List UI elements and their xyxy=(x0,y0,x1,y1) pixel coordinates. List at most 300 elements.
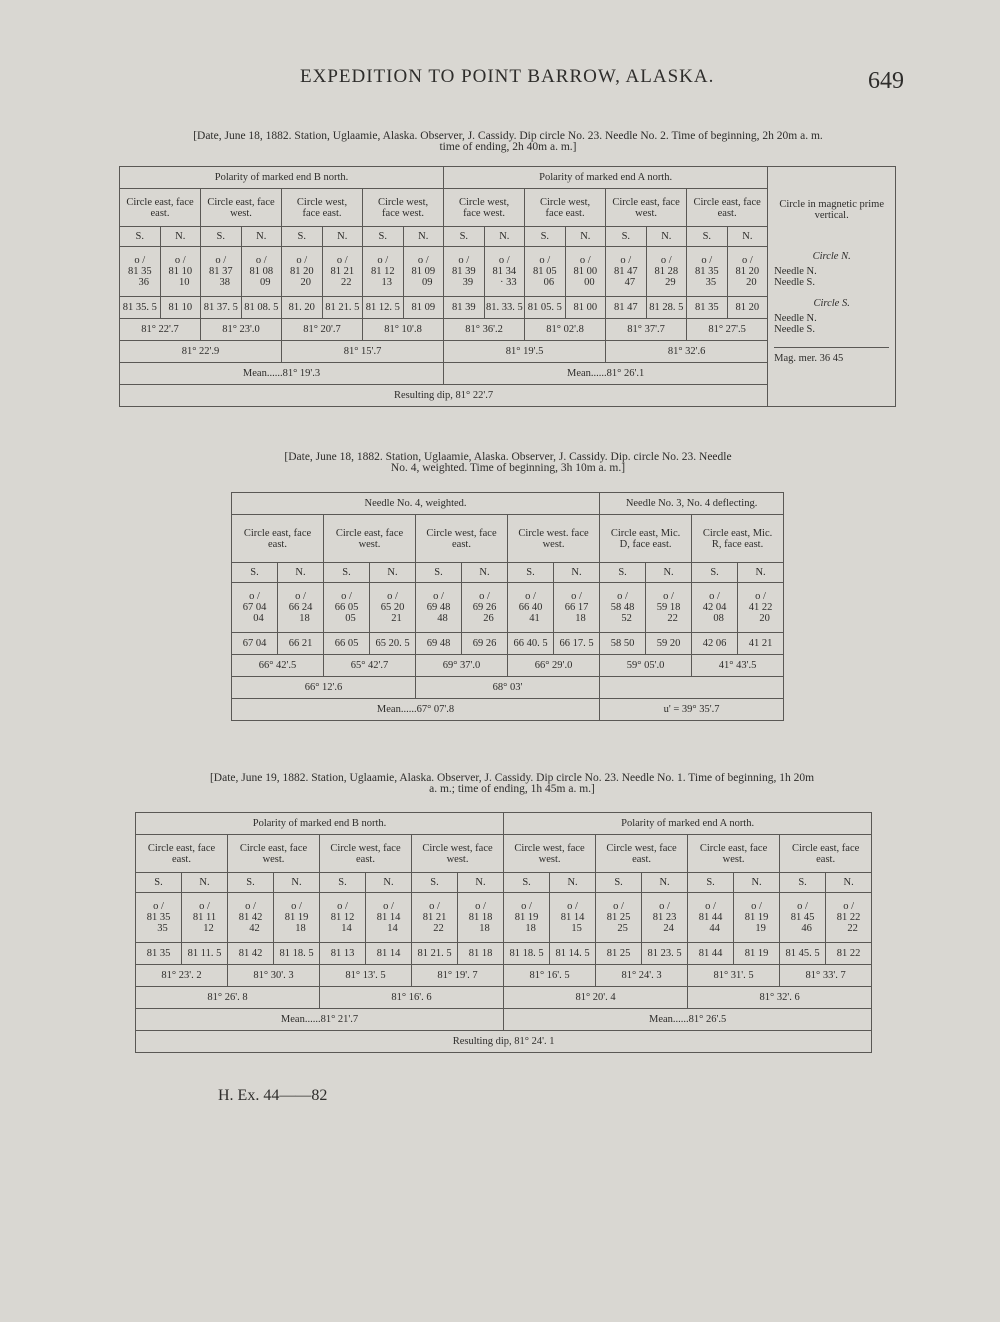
reading-cell xyxy=(278,583,324,633)
reading-value: · 33 xyxy=(500,277,517,288)
reading-cell xyxy=(565,247,606,297)
position-mean: 81° 31'. 5 xyxy=(688,965,780,987)
unit-mark: o / xyxy=(383,901,394,912)
unit-mark: o / xyxy=(153,901,164,912)
mean-cell: 81 22 xyxy=(826,943,872,965)
reading-cell xyxy=(120,247,161,297)
reading-value: 18 xyxy=(299,613,310,624)
reading-cell xyxy=(688,893,734,943)
position-header: Circle west, face west. xyxy=(412,835,504,873)
reading-cell xyxy=(646,583,692,633)
mean-cell: 69 48 xyxy=(416,633,462,655)
unit-mark: o / xyxy=(525,591,536,602)
face-mean: 81° 16'. 6 xyxy=(320,987,504,1009)
mean-cell: 81 10 xyxy=(160,297,201,319)
mean-cell: 65 20. 5 xyxy=(370,633,416,655)
reading-value: 81 47 xyxy=(614,266,638,277)
unit-mark: o / xyxy=(751,901,762,912)
table-row xyxy=(232,655,784,677)
position-mean: 66° 29'.0 xyxy=(508,655,600,677)
reading-value: 18 xyxy=(295,923,306,934)
face-mean: 81° 26'. 8 xyxy=(136,987,320,1009)
reading-cell xyxy=(458,893,504,943)
unit-mark: o / xyxy=(659,901,670,912)
face-mean: 81° 20'. 4 xyxy=(504,987,688,1009)
position-mean: 59° 05'.0 xyxy=(600,655,692,677)
dip-table-2 xyxy=(231,492,784,721)
unit-mark: o / xyxy=(174,255,186,266)
sn-header: N. xyxy=(734,873,780,893)
reading-value: 81 10 xyxy=(168,266,193,277)
table2-caption-line1: [Date, June 18, 1882. Station, Uglaamie, Alaska. Observer, J. Cassidy. Dip. circle No. 23. Needle xyxy=(284,451,732,463)
reading-value: 20 xyxy=(746,277,757,288)
position-header: Circle east, face west. xyxy=(201,189,282,227)
unit-mark: o / xyxy=(134,255,146,266)
sn-header: S. xyxy=(416,563,462,583)
unit-mark: o / xyxy=(295,591,306,602)
needle-n-label: Needle N. xyxy=(774,313,817,324)
page-title: EXPEDITION TO POINT BARROW, ALASKA. xyxy=(300,66,715,87)
reading-value: 81 21 xyxy=(422,912,447,923)
sn-header: S. xyxy=(692,563,738,583)
table3-caption-line2: a. m.; time of ending, 1h 45m a. m.] xyxy=(429,783,595,795)
reading-value: 67 04 xyxy=(242,602,267,613)
table1-caption-line2: time of ending, 2h 40m a. m.] xyxy=(439,141,577,153)
sn-header: S. xyxy=(600,563,646,583)
unit-mark: o / xyxy=(337,901,348,912)
reading-value: 18 xyxy=(575,613,586,624)
face-mean: 68° 03' xyxy=(416,677,600,699)
unit-mark: o / xyxy=(296,255,308,266)
reading-cell xyxy=(600,583,646,633)
reading-value: 18 xyxy=(479,923,490,934)
resulting-dip: Resulting dip, 81° 22'.7 xyxy=(120,385,768,407)
reading-cell xyxy=(416,583,462,633)
mean-cell: 81 21. 5 xyxy=(322,297,363,319)
sn-header: S. xyxy=(444,227,485,247)
unit-mark: o / xyxy=(417,255,429,266)
circle-n-label: Circle N. xyxy=(812,251,851,262)
mean-cell: 81 25 xyxy=(596,943,642,965)
sn-header: S. xyxy=(363,227,404,247)
mean-cell: 81 42 xyxy=(228,943,274,965)
needle-n-label: Needle N. xyxy=(774,266,817,277)
sn-header: N. xyxy=(646,227,687,247)
mean-cell: 81 37. 5 xyxy=(201,297,242,319)
reading-cell xyxy=(182,893,228,943)
position-header: Circle west, face east. xyxy=(282,189,363,227)
group-left-header: Polarity of marked end B north. xyxy=(120,167,444,189)
circle-s-label: Circle S. xyxy=(813,298,850,309)
sn-header: N. xyxy=(565,227,606,247)
needle-s-label: Needle S. xyxy=(774,324,815,335)
sn-header: S. xyxy=(525,227,566,247)
table-row xyxy=(136,987,872,1009)
reading-value: 04 xyxy=(253,613,264,624)
table-row xyxy=(136,943,872,965)
reading-value: 81 39 xyxy=(452,266,476,277)
unit-mark: o / xyxy=(199,901,210,912)
table-row xyxy=(136,893,872,943)
table-row xyxy=(136,835,872,873)
reading-value: 81 21 xyxy=(330,266,355,277)
position-header: Circle west, face east. xyxy=(596,835,688,873)
reading-value: 81 00 xyxy=(573,266,598,277)
table1-caption-line1: [Date, June 18, 1882. Station, Uglaamie, Alaska. Observer, J. Cassidy. Dip circle No. 23. Needle No. 2. Time of beginning, 2h 20m a. m. xyxy=(193,130,823,142)
unit-mark: o / xyxy=(215,255,227,266)
unit-mark: o / xyxy=(377,255,389,266)
reading-value: 13 xyxy=(381,277,392,288)
reading-value: 58 48 xyxy=(610,602,635,613)
unit-mark: o / xyxy=(479,591,490,602)
reading-value: 12 xyxy=(203,923,214,934)
position-header: Circle east, face west. xyxy=(688,835,780,873)
sn-header: N. xyxy=(484,227,525,247)
reading-value: 29 xyxy=(665,277,676,288)
polarity-mean: Mean......81° 21'.7 xyxy=(136,1009,504,1031)
reading-value: 66 24 xyxy=(288,602,313,613)
mean-cell: 81 44 xyxy=(688,943,734,965)
sn-header: N. xyxy=(278,563,324,583)
reading-value: 81 37 xyxy=(208,266,233,277)
mean-cell: 81 18 xyxy=(458,943,504,965)
unit-mark: o / xyxy=(843,901,855,912)
position-header: Circle east, face west. xyxy=(606,189,687,227)
position-mean: 81° 22'.7 xyxy=(120,319,201,341)
sn-header: N. xyxy=(462,563,508,583)
position-header: Circle west, face west. xyxy=(363,189,444,227)
reading-cell xyxy=(228,893,274,943)
reading-value: 14 xyxy=(341,923,352,934)
unit-mark: o / xyxy=(336,255,348,266)
unit-mark: o / xyxy=(613,901,624,912)
reading-cell xyxy=(687,247,728,297)
reading-value: 35 xyxy=(157,923,168,934)
unit-mark: o / xyxy=(741,255,753,266)
unit-mark: o / xyxy=(567,901,578,912)
sn-header: N. xyxy=(550,873,596,893)
reading-cell xyxy=(525,247,566,297)
reading-cell xyxy=(550,893,596,943)
reading-value: 05 xyxy=(345,613,356,624)
reading-value: 81 42 xyxy=(238,912,263,923)
position-header: Circle east, face west. xyxy=(228,835,320,873)
side-column xyxy=(768,167,896,407)
reading-value: 81 35 xyxy=(146,912,171,923)
table-row xyxy=(232,563,784,583)
reading-value: 81 45 xyxy=(790,912,815,923)
sn-header: N. xyxy=(642,873,688,893)
position-mean: 81° 24'. 3 xyxy=(596,965,688,987)
mean-cell: 58 50 xyxy=(600,633,646,655)
mean-cell: 66 40. 5 xyxy=(508,633,554,655)
sn-header: S. xyxy=(606,227,647,247)
sn-header: N. xyxy=(182,873,228,893)
mean-cell: 81 28. 5 xyxy=(646,297,687,319)
sn-header: N. xyxy=(554,563,600,583)
unit-mark: o / xyxy=(387,591,398,602)
reading-cell xyxy=(403,247,444,297)
mean-cell: 81. 33. 5 xyxy=(484,297,525,319)
reading-cell xyxy=(734,893,780,943)
reading-value: 81 44 xyxy=(698,912,723,923)
sn-header: N. xyxy=(458,873,504,893)
reading-cell xyxy=(596,893,642,943)
polarity-mean: Mean......81° 19'.3 xyxy=(120,363,444,385)
unit-mark: o / xyxy=(255,255,267,266)
sn-header: N. xyxy=(370,563,416,583)
table-row xyxy=(232,677,784,699)
reading-cell xyxy=(738,583,784,633)
reading-value: 36 xyxy=(138,277,149,288)
reading-value: 81 25 xyxy=(606,912,631,923)
reading-value: 06 xyxy=(543,277,555,288)
reading-cell xyxy=(462,583,508,633)
position-mean: 81° 23'. 2 xyxy=(136,965,228,987)
sn-header: N. xyxy=(727,227,768,247)
sn-header: S. xyxy=(324,563,370,583)
position-header: Circle west, face west. xyxy=(504,835,596,873)
sn-header: S. xyxy=(228,873,274,893)
footer-signature: H. Ex. 44——82 xyxy=(218,1087,328,1104)
mean-cell: 81 21. 5 xyxy=(412,943,458,965)
face-mean: 81° 19'.5 xyxy=(444,341,606,363)
position-header: Circle east, Mic. D, face east. xyxy=(600,515,692,563)
mean-cell: 81 18. 5 xyxy=(504,943,550,965)
table1-caption xyxy=(118,131,898,153)
reading-cell xyxy=(642,893,688,943)
reading-value: 81 20 xyxy=(289,266,314,277)
reading-cell xyxy=(692,583,738,633)
reading-value: 46 xyxy=(801,923,812,934)
reading-cell xyxy=(320,893,366,943)
mean-cell: 81 14 xyxy=(366,943,412,965)
face-mean: 81° 22'.9 xyxy=(120,341,282,363)
reading-value: 59 18 xyxy=(656,602,681,613)
mean-cell: 81 35 xyxy=(136,943,182,965)
unit-mark: o / xyxy=(458,255,470,266)
position-mean: 81° 20'.7 xyxy=(282,319,363,341)
reading-cell xyxy=(412,893,458,943)
reading-value: 22 xyxy=(433,923,444,934)
unit-mark: o / xyxy=(663,591,674,602)
mean-cell: 81 35. 5 xyxy=(120,297,161,319)
needle-s-label: Needle S. xyxy=(774,277,815,288)
position-mean: 81° 23'.0 xyxy=(201,319,282,341)
reading-value: 81 05 xyxy=(533,266,557,277)
mean-cell: 66 21 xyxy=(278,633,324,655)
sn-header: S. xyxy=(412,873,458,893)
sn-header: N. xyxy=(366,873,412,893)
sn-header: N. xyxy=(160,227,201,247)
reading-value: 09 xyxy=(260,277,271,288)
position-header: Circle east, face east. xyxy=(232,515,324,563)
sn-header: N. xyxy=(274,873,320,893)
reading-cell xyxy=(366,893,412,943)
reading-value: 81 11 xyxy=(192,912,217,923)
group-right-header: Needle No. 3, No. 4 deflecting. xyxy=(600,493,784,515)
reading-value: 41 xyxy=(529,613,540,624)
position-header: Circle east, Mic. R, face east. xyxy=(692,515,784,563)
table-row xyxy=(136,873,872,893)
reading-cell xyxy=(508,583,554,633)
mean-cell: 81 11. 5 xyxy=(182,943,228,965)
mean-cell: 81 09 xyxy=(403,297,444,319)
position-mean: 81° 02'.8 xyxy=(525,319,606,341)
reading-value: 00 xyxy=(584,277,595,288)
reading-cell xyxy=(241,247,282,297)
reading-value: 81 12 xyxy=(330,912,355,923)
table-row xyxy=(136,1031,872,1053)
reading-cell xyxy=(826,893,872,943)
reading-value: 42 xyxy=(249,923,260,934)
reading-value: 22 xyxy=(667,613,678,624)
sn-header: S. xyxy=(688,873,734,893)
sn-header: S. xyxy=(780,873,826,893)
reading-cell xyxy=(201,247,242,297)
position-header: Circle west, face east. xyxy=(525,189,606,227)
reading-value: 24 xyxy=(663,923,674,934)
unit-mark: o / xyxy=(709,591,720,602)
sn-header: N. xyxy=(646,563,692,583)
reading-cell xyxy=(274,893,320,943)
reading-cell xyxy=(232,583,278,633)
unit-mark: o / xyxy=(797,901,808,912)
reading-value: 81 35 xyxy=(127,266,152,277)
position-header: Circle east, face east. xyxy=(120,189,201,227)
polarity-mean: Mean......81° 26'.5 xyxy=(504,1009,872,1031)
mean-cell: 81 13 xyxy=(320,943,366,965)
sn-header: S. xyxy=(201,227,242,247)
mean-cell: 81 47 xyxy=(606,297,647,319)
reading-value: 20 xyxy=(759,613,770,624)
reading-value: 48 xyxy=(437,613,448,624)
table3-caption xyxy=(134,773,890,795)
unit-mark: o / xyxy=(617,591,628,602)
sn-header: S. xyxy=(136,873,182,893)
mean-cell: 81 19 xyxy=(734,943,780,965)
position-mean: 81° 33'. 7 xyxy=(780,965,872,987)
reading-value: 81 12 xyxy=(370,266,395,277)
position-header: Circle west, face east. xyxy=(320,835,412,873)
u-value: u' = 39° 35'.7 xyxy=(600,699,784,721)
reading-cell xyxy=(370,583,416,633)
mean-cell: 42 06 xyxy=(692,633,738,655)
mean-cell: 81 39 xyxy=(444,297,485,319)
mean-cell: 81 05. 5 xyxy=(525,297,566,319)
reading-value: 22 xyxy=(341,277,352,288)
group-right-header: Polarity of marked end A north. xyxy=(504,813,872,835)
unit-mark: o / xyxy=(579,255,591,266)
position-mean: 81° 16'. 5 xyxy=(504,965,596,987)
position-header: Circle west, face west. xyxy=(444,189,525,227)
mean-cell: 81 14. 5 xyxy=(550,943,596,965)
unit-mark: o / xyxy=(341,591,352,602)
dip-table-3 xyxy=(135,812,872,1053)
mean-cell: 81 35 xyxy=(687,297,728,319)
position-header: Circle west. face west. xyxy=(508,515,600,563)
side-header-label: Circle in magnetic prime vertical. xyxy=(779,199,884,221)
table2-caption xyxy=(230,452,786,474)
reading-value: 08 xyxy=(713,613,724,624)
mean-cell: 81 23. 5 xyxy=(642,943,688,965)
table-row xyxy=(136,965,872,987)
reading-cell xyxy=(363,247,404,297)
mean-value: Mean......67° 07'.8 xyxy=(232,699,600,721)
mag-mer-label: Mag. mer. 36 45 xyxy=(774,347,889,364)
mean-cell: 66 05 xyxy=(324,633,370,655)
reading-cell xyxy=(727,247,768,297)
position-mean: 81° 13'. 5 xyxy=(320,965,412,987)
reading-value: 15 xyxy=(571,923,582,934)
unit-mark: o / xyxy=(571,591,582,602)
mean-cell: 41 21 xyxy=(738,633,784,655)
reading-cell xyxy=(324,583,370,633)
mean-cell: 69 26 xyxy=(462,633,508,655)
reading-cell xyxy=(606,247,647,297)
group-left-header: Needle No. 4, weighted. xyxy=(232,493,600,515)
reading-value: 39 xyxy=(462,277,474,288)
reading-value: 81 23 xyxy=(652,912,677,923)
reading-cell xyxy=(554,583,600,633)
reading-value: 69 26 xyxy=(472,602,497,613)
mean-cell: 66 17. 5 xyxy=(554,633,600,655)
table-row xyxy=(136,1009,872,1031)
unit-mark: o / xyxy=(429,901,440,912)
reading-value: 19 xyxy=(755,923,766,934)
unit-mark: o / xyxy=(660,255,672,266)
face-mean: 81° 15'.7 xyxy=(282,341,444,363)
reading-value: 81 35 xyxy=(695,266,719,277)
unit-mark: o / xyxy=(475,901,486,912)
unit-mark: o / xyxy=(433,591,444,602)
unit-mark: o / xyxy=(521,901,532,912)
reading-cell xyxy=(780,893,826,943)
polarity-mean: Mean......81° 26'.1 xyxy=(444,363,768,385)
empty-cell xyxy=(600,677,784,699)
reading-value: 20 xyxy=(300,277,311,288)
group-left-header: Polarity of marked end B north. xyxy=(136,813,504,835)
reading-value: 26 xyxy=(483,613,494,624)
reading-value: 18 xyxy=(525,923,536,934)
reading-value: 09 xyxy=(422,277,433,288)
reading-cell xyxy=(160,247,201,297)
reading-value: 81 14 xyxy=(560,912,585,923)
position-mean: 41° 43'.5 xyxy=(692,655,784,677)
reading-value: 81 14 xyxy=(376,912,401,923)
reading-value: 25 xyxy=(617,923,628,934)
position-header: Circle east, face east. xyxy=(136,835,228,873)
reading-value: 81 19 xyxy=(744,912,769,923)
sn-header: S. xyxy=(508,563,554,583)
sn-header: S. xyxy=(282,227,323,247)
face-mean: 66° 12'.6 xyxy=(232,677,416,699)
face-mean: 81° 32'. 6 xyxy=(688,987,872,1009)
sn-header: N. xyxy=(738,563,784,583)
position-mean: 81° 27'.5 xyxy=(687,319,768,341)
reading-cell xyxy=(444,247,485,297)
face-mean: 81° 32'.6 xyxy=(606,341,768,363)
mean-cell: 81. 20 xyxy=(282,297,323,319)
reading-value: 66 05 xyxy=(334,602,359,613)
reading-value: 81 09 xyxy=(411,266,436,277)
position-mean: 81° 10'.8 xyxy=(363,319,444,341)
reading-value: 41 22 xyxy=(748,602,773,613)
unit-mark: o / xyxy=(755,591,766,602)
reading-value: 81 34 xyxy=(492,266,517,277)
sn-header: S. xyxy=(504,873,550,893)
reading-cell xyxy=(282,247,323,297)
